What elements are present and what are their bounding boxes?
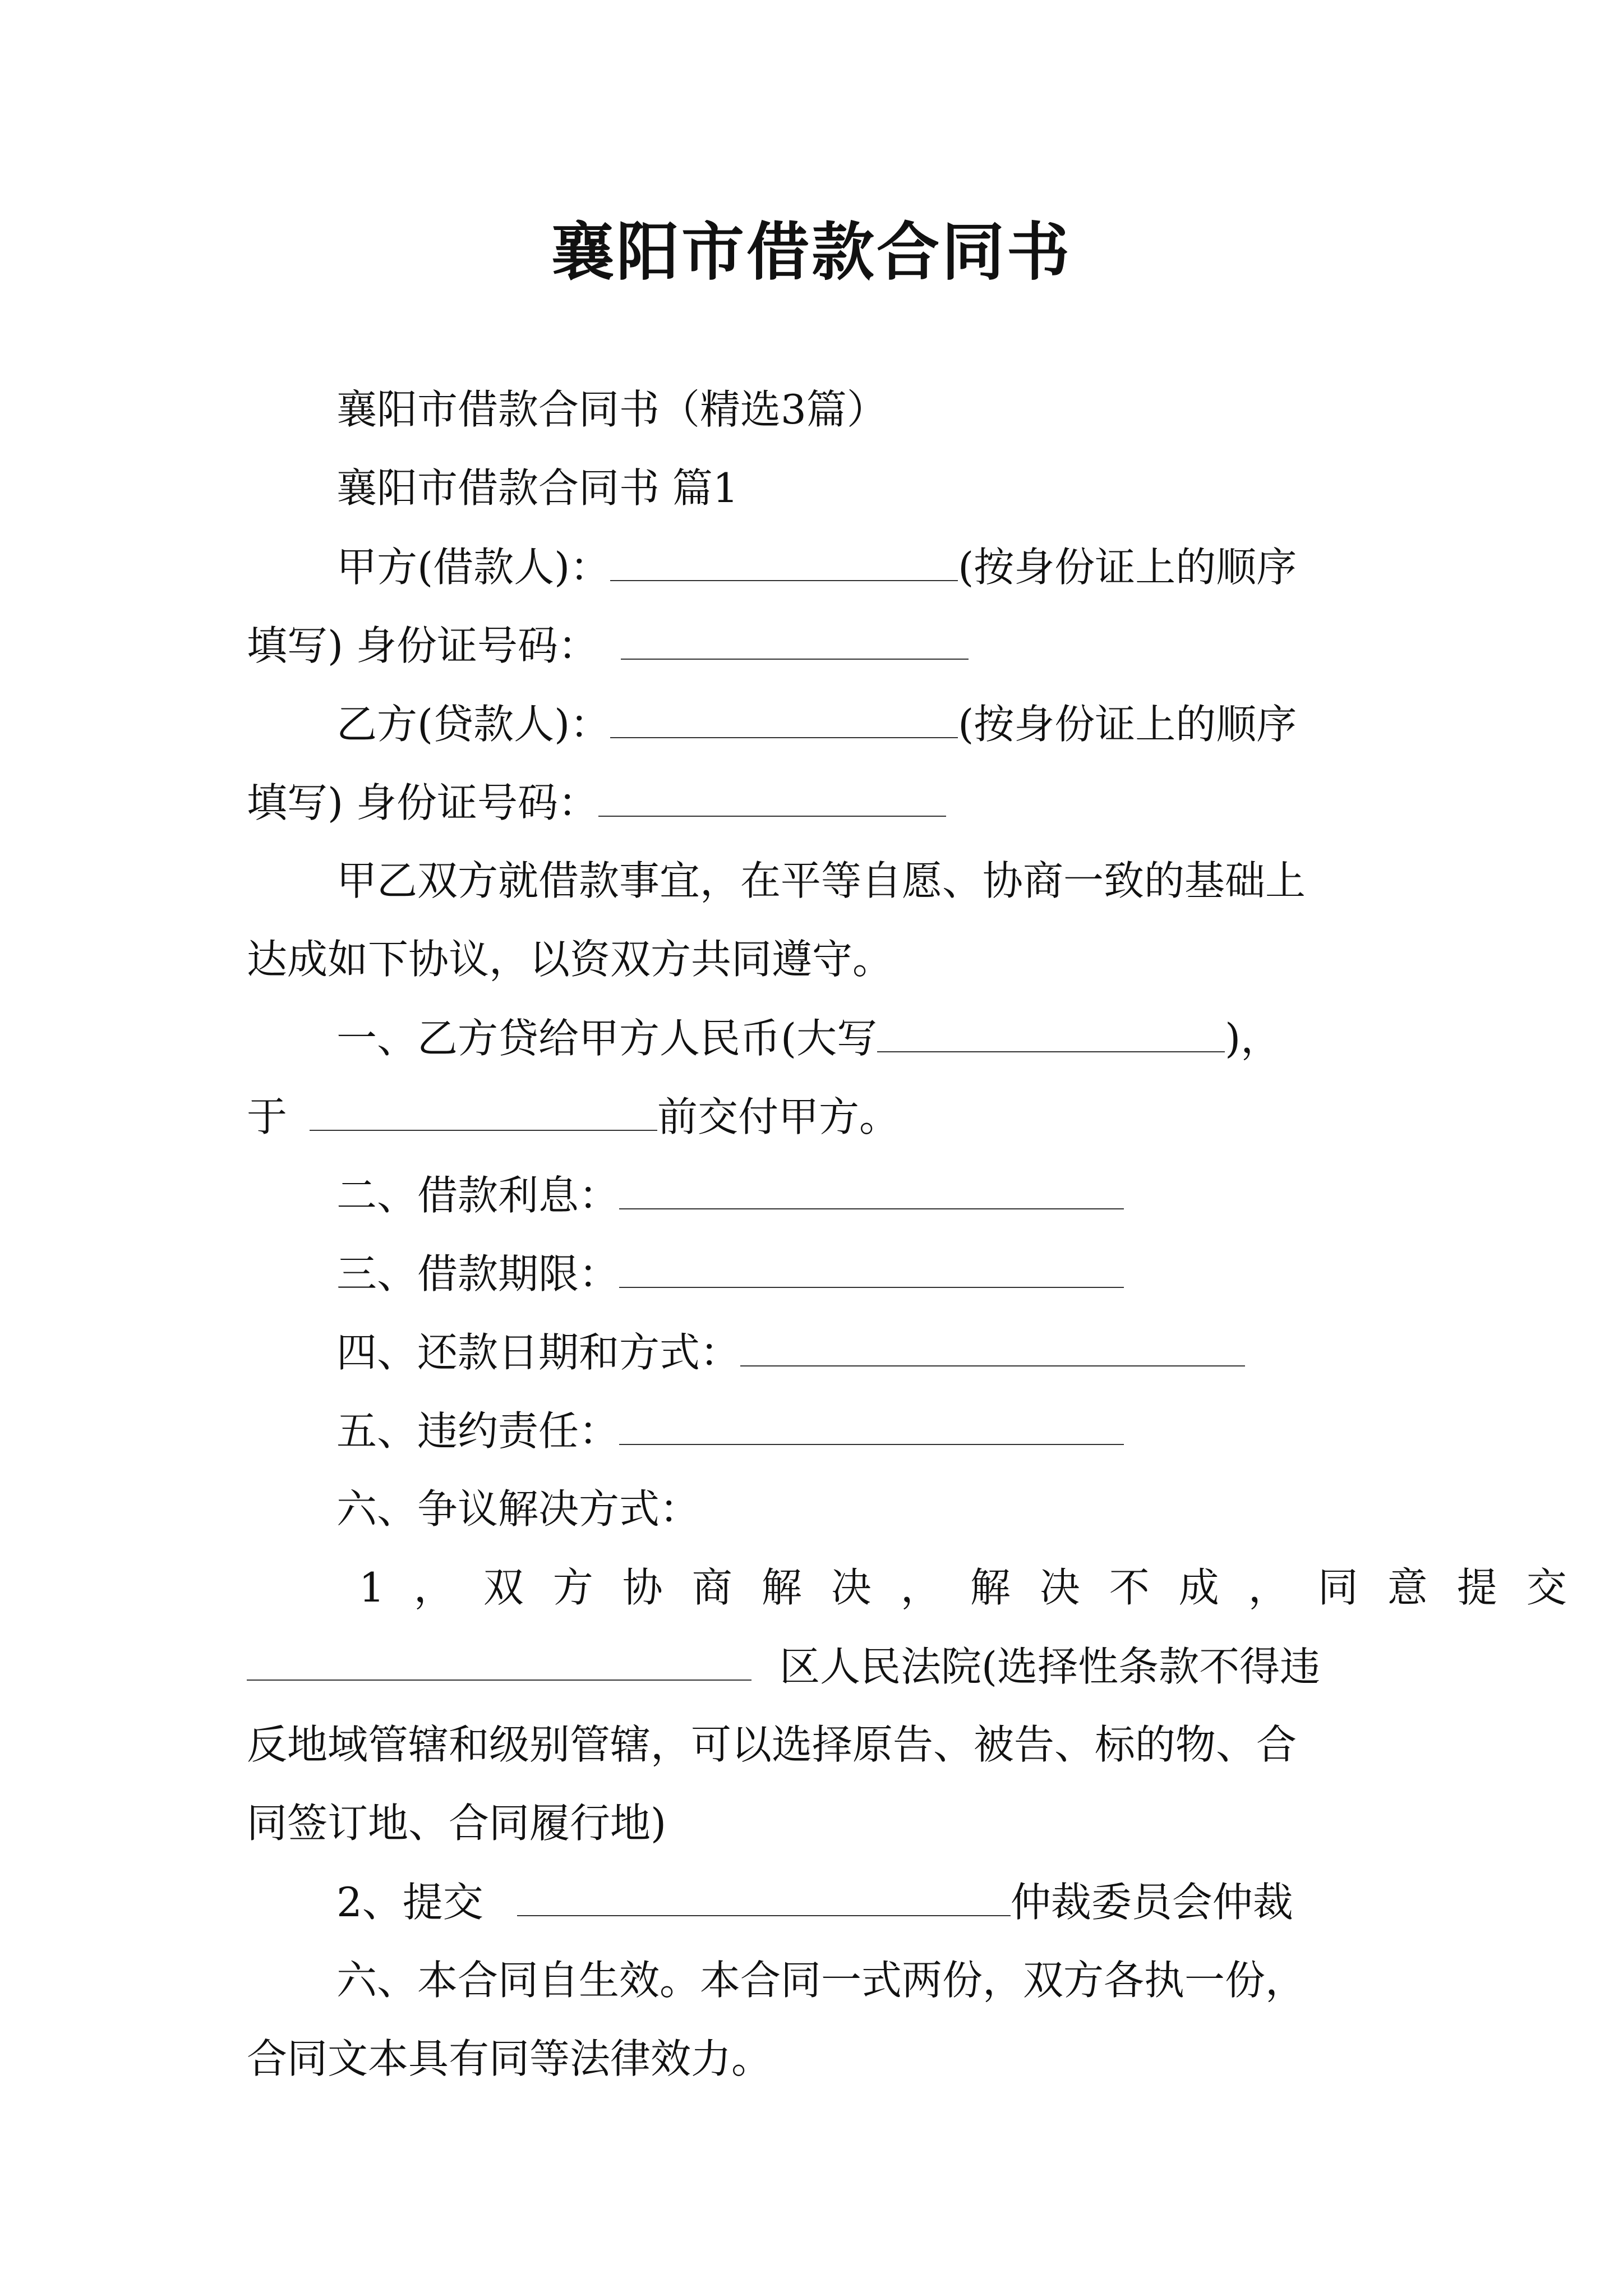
effect-line-2: 合同文本具有同等法律效力。: [247, 2035, 772, 2082]
clause-6-item-1-line-4: 同签订地、合同履行地): [247, 1800, 667, 1847]
clause-6-item-2-suffix: 仲裁委员会仲裁: [1010, 1879, 1293, 1926]
party-b-id-label: 填写) 身份证号码：: [247, 779, 598, 826]
effect-line-1: 六、本合同自生效。本合同一式两份，双方各执一份，: [336, 1957, 1306, 2004]
clause-1-suffix: )，: [1225, 1015, 1281, 1062]
clause-5-label: 五、违约责任：: [336, 1407, 620, 1455]
clause-6-item-1-line-1: 1，双方协商解决，解决不成，同意提交: [359, 1564, 1596, 1611]
clause-6-item-2: [336, 1874, 1293, 1930]
party-a-line: [336, 539, 1297, 595]
subtitle: 襄阳市借款合同书（精选3篇）: [336, 386, 887, 433]
court-suffix: 区人民法院(选择性条款不得违: [780, 1643, 1321, 1690]
article-heading: 襄阳市借款合同书 篇1: [336, 464, 739, 512]
party-a-id-line: [247, 617, 969, 674]
clause-6-heading: 六、争议解决方式：: [336, 1485, 700, 1533]
clause-1-line-2-prefix: 于: [247, 1093, 288, 1140]
arbitration-blank[interactable]: [517, 1874, 1011, 1916]
party-a-label: 甲方(借款人)：: [336, 544, 611, 591]
clause-6-item-1-line-2: [247, 1638, 1320, 1695]
clause-6-item-2-prefix: 2、提交: [336, 1879, 483, 1926]
clause-1-line-2-suffix: 前交付甲方。: [657, 1093, 900, 1140]
court-blank[interactable]: [247, 1638, 751, 1681]
party-b-label: 乙方(贷款人)：: [336, 701, 611, 748]
clause-1-line-2: [247, 1088, 900, 1145]
party-b-id-line: [247, 774, 946, 831]
party-a-hint: (按身份证上的顺序: [958, 544, 1297, 591]
clause-3-line: [336, 1245, 1124, 1302]
party-b-name-blank[interactable]: [610, 696, 958, 738]
document-title: 襄阳市借款合同书: [551, 215, 1072, 289]
party-b-hint: (按身份证上的顺序: [958, 701, 1297, 748]
clause-1-line-1: [336, 1010, 1281, 1066]
clause-6-item-1-line-3: 反地域管辖和级别管辖，可以选择原告、被告、标的物、合: [247, 1721, 1297, 1768]
clause-2-line: [336, 1167, 1124, 1223]
clause-1-prefix: 一、乙方贷给甲方人民币(大写: [336, 1015, 878, 1062]
party-a-id-label: 填写) 身份证号码：: [247, 622, 598, 669]
loan-term-blank[interactable]: [619, 1245, 1124, 1288]
intro-line-2: 达成如下协议，以资双方共同遵守。: [247, 936, 893, 983]
breach-liability-blank[interactable]: [619, 1402, 1124, 1445]
intro-line-1: 甲乙双方就借款事宜，在平等自愿、协商一致的基础上: [336, 857, 1306, 904]
party-a-name-blank[interactable]: [610, 539, 958, 581]
clause-2-label: 二、借款利息：: [336, 1172, 620, 1219]
repayment-blank[interactable]: [740, 1324, 1245, 1366]
clause-3-label: 三、借款期限：: [336, 1250, 620, 1297]
loan-interest-blank[interactable]: [619, 1167, 1124, 1209]
delivery-date-blank[interactable]: [310, 1088, 657, 1131]
amount-uppercase-blank[interactable]: [877, 1010, 1225, 1052]
party-a-id-blank[interactable]: [621, 617, 969, 660]
party-b-id-blank[interactable]: [598, 774, 946, 817]
clause-5-line: [336, 1402, 1124, 1459]
clause-4-label: 四、还款日期和方式：: [336, 1329, 741, 1376]
clause-4-line: [336, 1324, 1245, 1381]
party-b-line: [336, 696, 1297, 752]
